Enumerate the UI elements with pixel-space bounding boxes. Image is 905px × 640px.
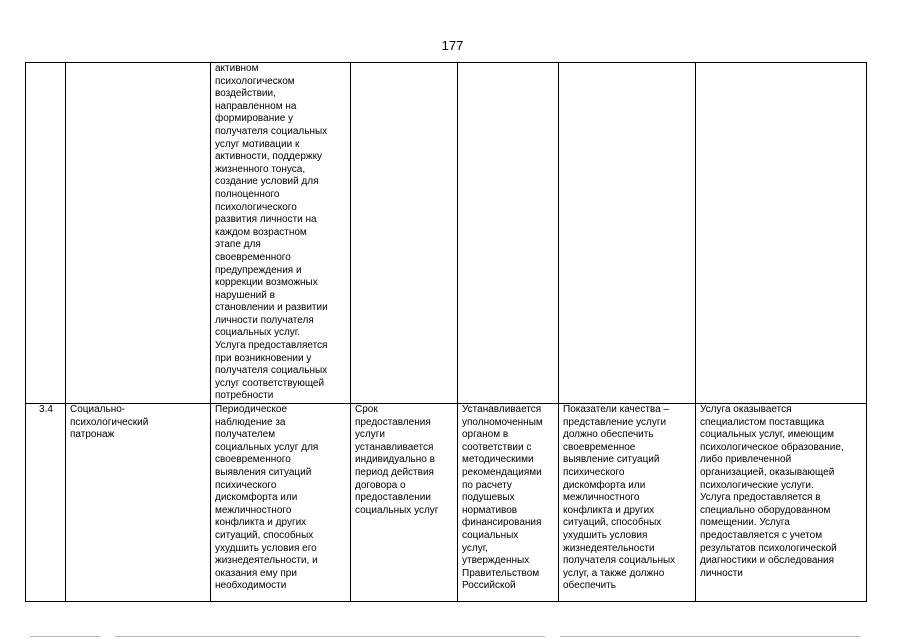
row-number	[26, 63, 66, 404]
service-quality: Показатели качества – представление услуги должно обеспечить своевременное выявление ситуаций психического дискомфорта или межличностного конфликта и других ситуаций, способных ухудшить условия жизнедеятельности получателя социальных услуг, а также должно обеспечить	[559, 404, 696, 602]
row-number: 3.4	[26, 404, 66, 602]
page-number: 177	[441, 38, 464, 53]
service-norm	[458, 63, 559, 404]
service-content: Периодическое наблюдение за получателем социальных услуг для своевременного выявления ситуаций психического дискомфорта или межличностного конфликта и других ситуаций, способных ухудшить условия его жизнедеятельности, и оказания ему при необходимости	[211, 404, 351, 602]
scan-artifact-line	[560, 636, 860, 637]
service-conditions	[696, 63, 867, 404]
service-norm: Устанавливается уполномоченным органом в соответствии с методическими рекомендациями по расчету подушевых нормативов финансирования социальных услуг, утвержденных Правительством Российской	[458, 404, 559, 602]
service-name	[66, 63, 211, 404]
service-term: Срок предоставления услуги устанавливается индивидуально в период действия договора о предоставлении социальных услуг	[351, 404, 458, 602]
table-row	[26, 404, 867, 602]
scan-artifact-line	[115, 636, 545, 637]
service-name: Социально- психологический патронаж	[66, 404, 211, 602]
service-term	[351, 63, 458, 404]
scan-artifact-line	[30, 636, 100, 637]
service-content: активном психологическом воздействии, направленном на формирование у получателя социальных услуг мотивации к активности, поддержку жизненного тонуса, создание условий для полноценного психологического развития личности на каждом возрастном этапе для своевременного предупреждения и коррекции возможных нарушений в становлении и развитии личности получателя социальных услуг. Услуга предоставляется при возникновении у получателя социальных услуг соответствующей потребности	[211, 63, 351, 404]
services-table	[25, 62, 867, 602]
service-quality	[559, 63, 696, 404]
service-conditions: Услуга оказывается специалистом поставщика социальных услуг, имеющим психологическое образование, либо привлеченной организацией, оказывающей психологические услуги. Услуга предоставляется в специально оборудованном помещении. Услуга предоставляется с учетом результатов психологической диагностики и обследования личности	[696, 404, 867, 602]
table-row	[26, 63, 867, 404]
